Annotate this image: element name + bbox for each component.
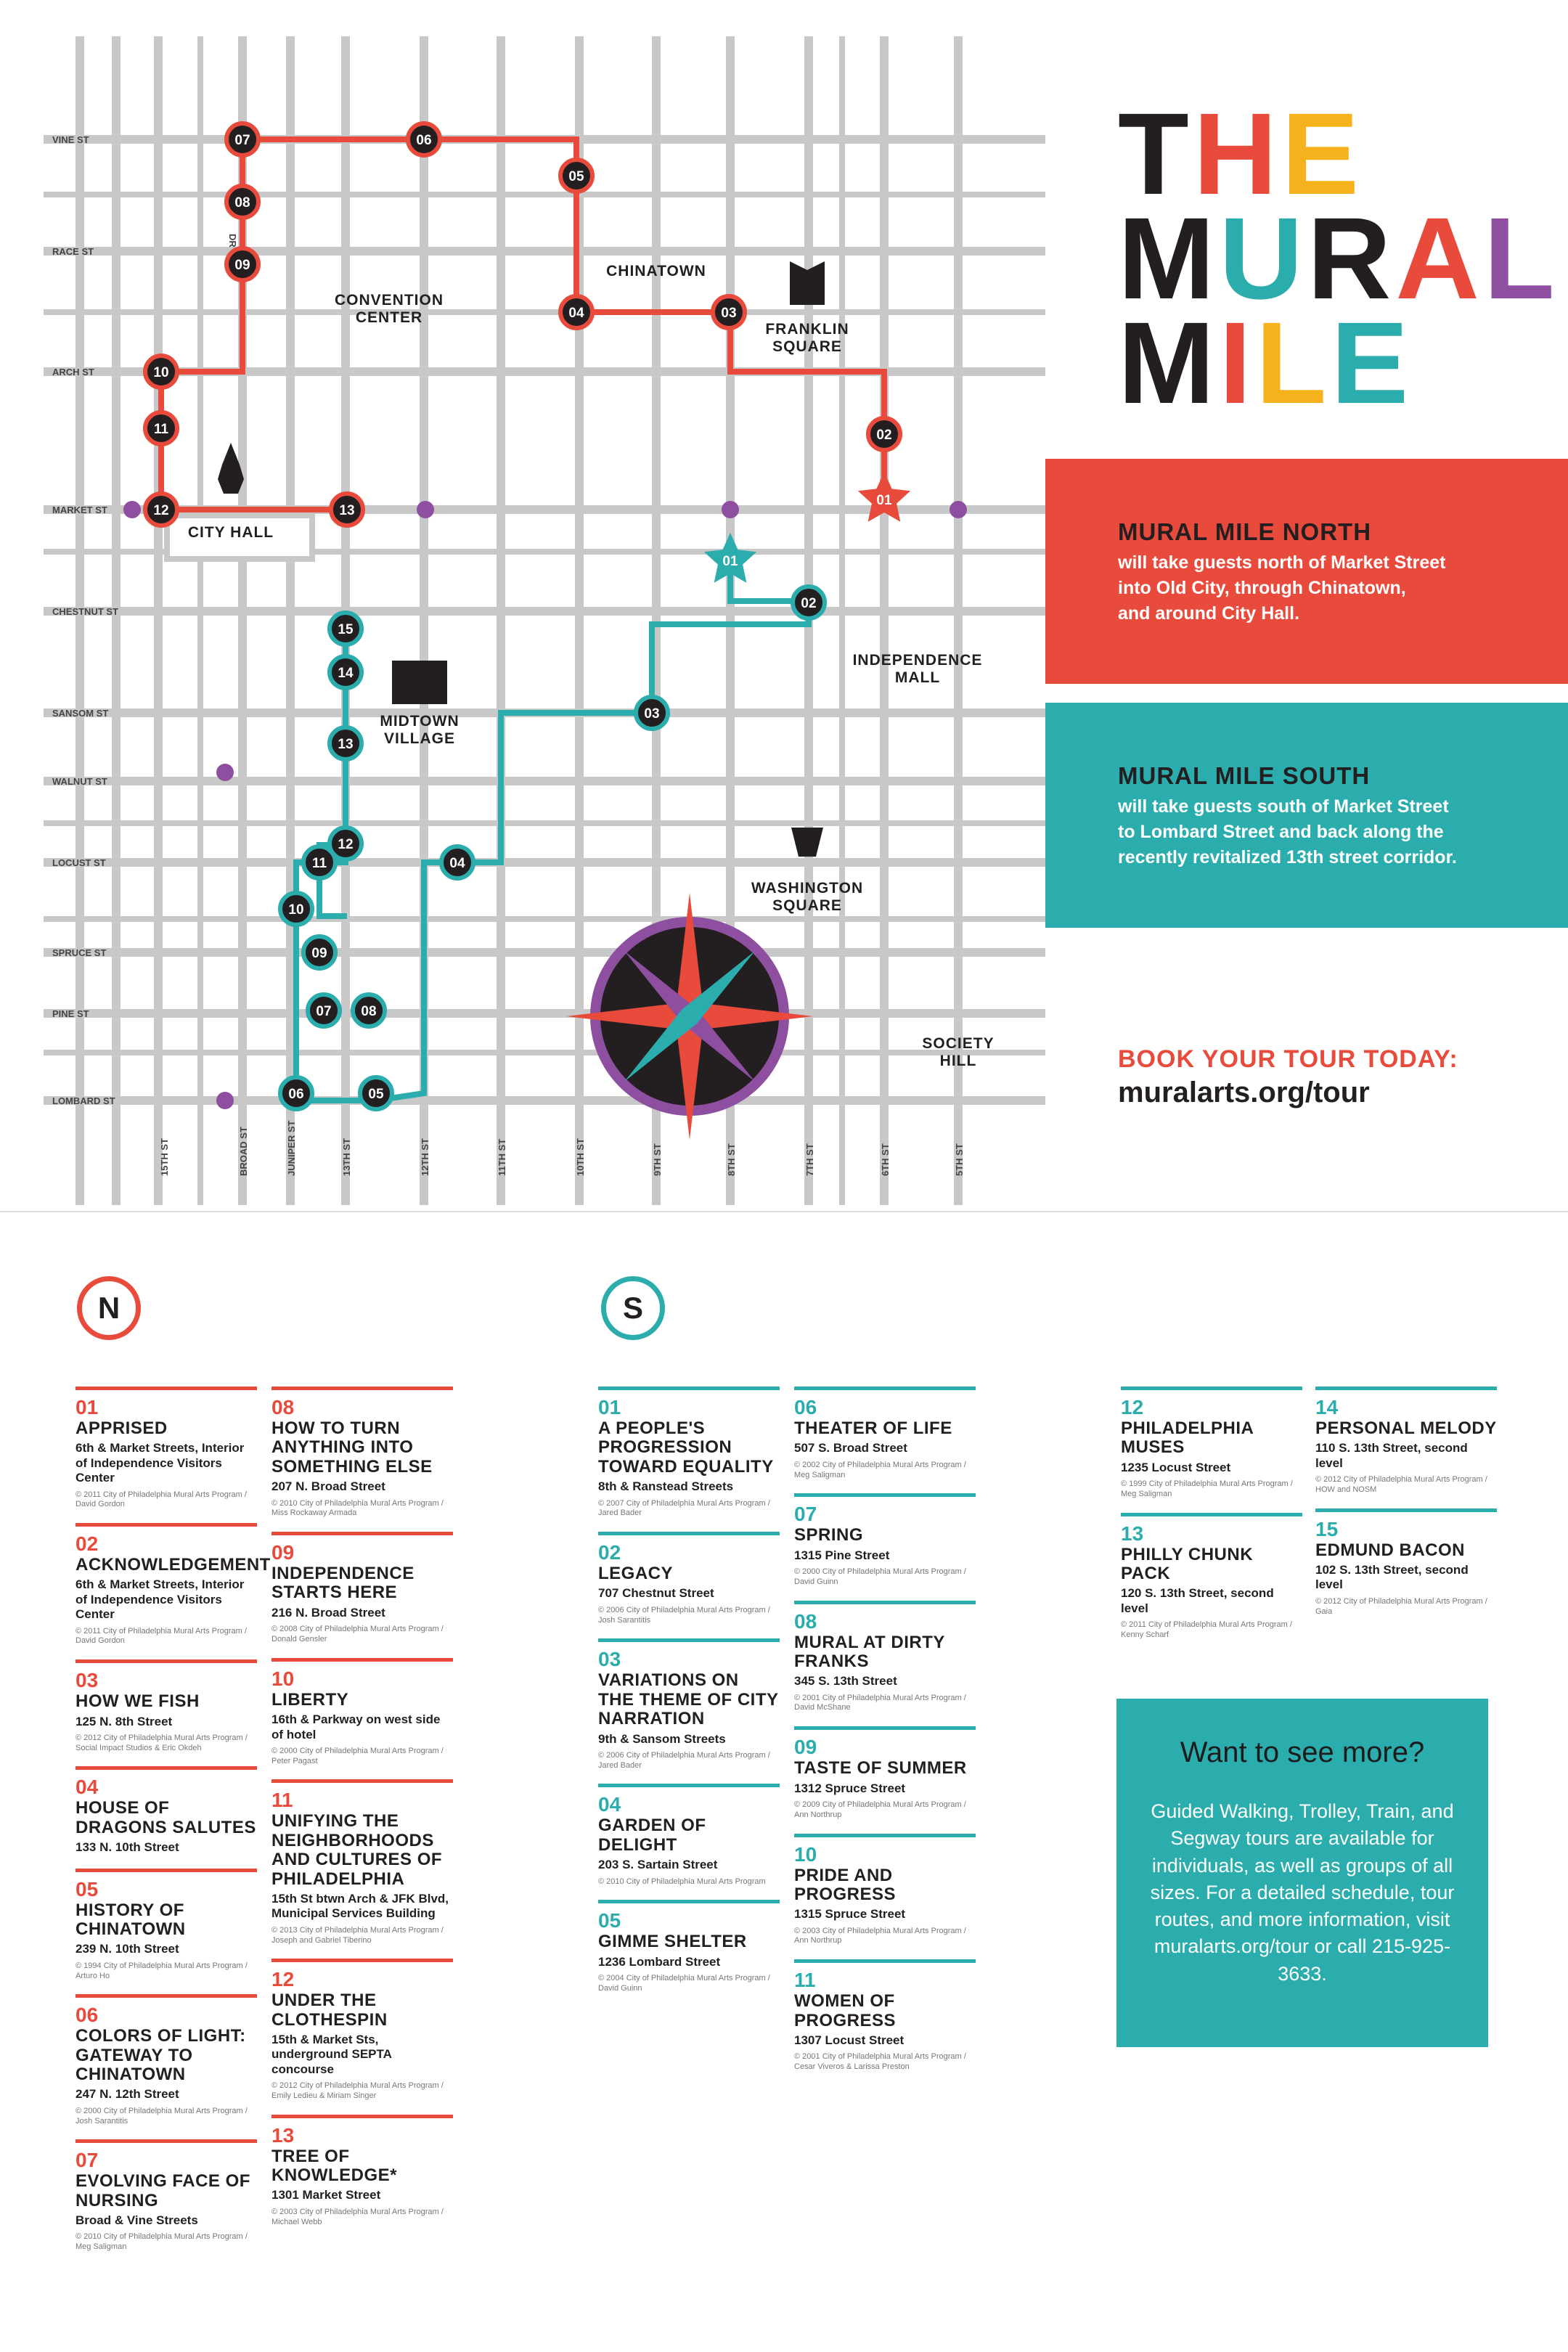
area-washington-square: SQUARE <box>772 897 842 914</box>
street-label-v: BROAD ST <box>238 1127 249 1176</box>
street-label-h: LOMBARD ST <box>52 1095 115 1106</box>
mural-credit: © 2010 City of Philadelphia Mural Arts Program / Miss Rockaway Armada <box>271 1498 444 1518</box>
north-stop-06 <box>408 123 440 155</box>
mural-addr: 1235 Locust Street <box>1121 1460 1231 1474</box>
mural-list-item <box>598 1532 780 1625</box>
see-more-text: Guided Walking, Trolley, Train, and Segway tours are available for individuals, as well as groups of all sizes. For a detailed schedule, tour routes, and more information, visit muralarts.org/tour or call 215-925-3633. <box>1150 1800 1455 1985</box>
mural-list-item <box>75 1869 257 1982</box>
mural-list-item <box>75 1387 257 1510</box>
mural-credit: © 2011 City of Philadelphia Mural Arts Program / David Gordon <box>75 1626 247 1646</box>
mural-addr: 216 N. Broad Street <box>271 1605 385 1620</box>
mural-addr: 6th & Market Streets, Interior of Independence Visitors Center <box>75 1441 245 1485</box>
south-stop-13-label: 13 <box>338 737 354 752</box>
mural-credit: © 2004 City of Philadelphia Mural Arts Program / David Guinn <box>598 1974 770 1993</box>
mural-num: 01 <box>75 1396 99 1418</box>
south-stop-09-label: 09 <box>311 946 327 961</box>
septa-icon <box>216 1092 234 1109</box>
south-stop-15 <box>330 613 362 645</box>
south-stop-07 <box>308 995 340 1026</box>
north-stop-05-label: 05 <box>568 169 584 184</box>
mural-credit: © 2011 City of Philadelphia Mural Arts Program / Kenny Scharf <box>1121 1620 1292 1639</box>
mural-name: SPRING <box>794 1525 864 1545</box>
mural-num: 13 <box>1121 1522 1144 1545</box>
book-tour-link[interactable]: muralarts.org/tour <box>1118 1077 1370 1108</box>
mural-list-item <box>794 1601 976 1714</box>
area-washington-square: WASHINGTON <box>751 880 864 897</box>
south-stop-05-label: 05 <box>368 1087 384 1102</box>
mural-credit: © 2001 City of Philadelphia Mural Arts Program / Cesar Viveros & Larissa Preston <box>794 2052 966 2072</box>
mural-num: 11 <box>794 1969 816 1992</box>
mural-name: LIBERTY <box>271 1689 349 1710</box>
mural-addr: 207 N. Broad Street <box>271 1479 385 1494</box>
mural-name: TREE OF KNOWLEDGE* <box>271 2146 397 2186</box>
mural-num: 12 <box>1121 1396 1144 1418</box>
north-stop-04 <box>560 296 592 328</box>
mural-addr: 120 S. 13th Street, second level <box>1121 1586 1274 1615</box>
mural-addr: 1301 Market Street <box>271 2188 381 2202</box>
mural-name: GIMME SHELTER <box>598 1932 747 1952</box>
street-label-v: JUNIPER ST <box>286 1120 297 1176</box>
area-society-hill: SOCIETY <box>922 1035 995 1052</box>
mural-credit: © 1994 City of Philadelphia Mural Arts Program / Arturo Ho <box>75 1961 248 1980</box>
mural-list-item <box>271 1387 453 1519</box>
street-label-h: SPRUCE ST <box>52 947 107 958</box>
mural-list-item <box>271 1959 453 2101</box>
street-label-h: LOCUST ST <box>52 857 106 868</box>
north-stop-08-label: 08 <box>234 195 250 211</box>
fountain-icon <box>791 828 823 857</box>
north-stop-10 <box>145 356 177 388</box>
street-label-v: 6TH ST <box>880 1143 891 1176</box>
mural-list-item <box>794 1834 976 1947</box>
south-stop-12 <box>330 828 362 859</box>
street-label-v: 15TH ST <box>159 1138 170 1176</box>
mural-credit: © 2012 City of Philadelphia Mural Arts Program / Emily Ledieu & Miriam Singer <box>271 2081 444 2100</box>
street-grid <box>44 36 1045 1205</box>
street-labels <box>52 134 965 1176</box>
south-stop-01-label: 01 <box>722 554 738 569</box>
mural-num: 12 <box>271 1968 295 1991</box>
south-stop-14 <box>330 656 362 688</box>
street-label-h: SANSOM ST <box>52 708 109 719</box>
mural-num: 06 <box>75 2004 99 2027</box>
mural-addr: 239 N. 10th Street <box>75 1942 179 1956</box>
mural-list-item <box>75 1766 257 1855</box>
mural-name: UNIFYING THE NEIGHBORHOODS AND CULTURES OF PHILADELPHIA <box>271 1811 443 1889</box>
street-label-v: 10TH ST <box>575 1138 586 1176</box>
area-city-hall: CITY HALL <box>187 524 274 541</box>
north-stop-07-label: 07 <box>234 133 250 148</box>
mural-addr: 110 S. 13th Street, second level <box>1315 1441 1468 1470</box>
south-stop-13 <box>330 727 362 759</box>
south-stop-03 <box>636 697 668 729</box>
mural-credit: © 2012 City of Philadelphia Mural Arts Program / HOW and NOSM <box>1315 1475 1487 1494</box>
north-stop-01-label: 01 <box>876 493 892 508</box>
mural-credit: © 2011 City of Philadelphia Mural Arts Program / David Gordon <box>75 1490 247 1509</box>
mural-credit: © 2006 City of Philadelphia Mural Arts Program / Jared Bader <box>598 1750 770 1770</box>
north-stop-13-label: 13 <box>339 503 355 518</box>
mural-list-item <box>794 1493 976 1587</box>
mural-name: INDEPENDENCE STARTS HERE <box>271 1564 415 1603</box>
mural-addr: 345 S. 13th Street <box>794 1674 897 1689</box>
septa-icon <box>123 501 141 518</box>
south-stop-04-label: 04 <box>449 856 465 871</box>
mural-name: HISTORY OF CHINATOWN <box>75 1900 186 1939</box>
book-tour <box>1118 1045 1458 1109</box>
mural-list-item <box>75 1659 257 1753</box>
mural-name: PHILLY CHUNK PACK <box>1121 1544 1254 1584</box>
mural-num: 03 <box>75 1669 99 1692</box>
mural-name: ACKNOWLEDGEMENT <box>75 1555 271 1575</box>
mural-num: 08 <box>794 1609 817 1633</box>
mural-addr: 707 Chestnut Street <box>598 1586 714 1601</box>
mural-credit: © 2003 City of Philadelphia Mural Arts Program / Michael Webb <box>271 2207 444 2226</box>
mural-list-item <box>794 1387 976 1480</box>
mural-list-item <box>1315 1508 1497 1617</box>
mural-num: 10 <box>794 1842 817 1866</box>
north-stop-11 <box>145 412 177 444</box>
mural-name: HOW TO TURN ANYTHING INTO SOMETHING ELSE <box>271 1418 433 1477</box>
mural-name: TASTE OF SUMMER <box>794 1758 967 1779</box>
mural-addr: 133 N. 10th Street <box>75 1840 179 1855</box>
south-stop-14-label: 14 <box>338 666 354 681</box>
south-stop-05 <box>360 1077 392 1109</box>
mural-credit: © 2009 City of Philadelphia Mural Arts Program / Ann Northrup <box>794 1800 966 1819</box>
north-stop-05 <box>560 160 592 192</box>
mural-list-item <box>75 1994 257 2126</box>
area-independence-mall: INDEPENDENCE <box>852 652 983 669</box>
north-stop-09-label: 09 <box>234 258 250 273</box>
mural-credit: © 2006 City of Philadelphia Mural Arts Program / Josh Sarantitis <box>598 1605 770 1625</box>
street-label-h: RACE ST <box>52 246 94 257</box>
north-stop-07 <box>226 123 258 155</box>
mural-list-item <box>794 1959 976 2073</box>
mural-addr: 1307 Locust Street <box>794 2033 905 2047</box>
area-franklin-square: SQUARE <box>772 338 842 355</box>
mural-num: 04 <box>75 1776 99 1799</box>
south-list-col-1 <box>598 1387 780 2007</box>
south-stop-12-label: 12 <box>338 837 354 852</box>
mural-num: 09 <box>271 1541 295 1564</box>
north-badge: N <box>77 1276 141 1340</box>
mural-name: VARIATIONS ON THE THEME OF CITY NARRATION <box>598 1670 779 1729</box>
mural-addr: 16th & Parkway on west side of hotel <box>271 1712 441 1741</box>
mural-credit: © 2000 City of Philadelphia Mural Arts Program / David Guinn <box>794 1567 966 1586</box>
mural-name: WOMEN OF PROGRESS <box>794 1991 897 2030</box>
mural-num: 03 <box>598 1648 621 1671</box>
mural-name: MURAL AT DIRTY FRANKS <box>794 1632 945 1671</box>
south-panel-text: will take guests south of Market Street to Lombard Street and back along the recently revitalized 13th street corridor. <box>1118 796 1457 867</box>
mural-num: 15 <box>1315 1517 1339 1540</box>
north-stop-08 <box>226 186 258 218</box>
septa-icon <box>722 501 739 518</box>
street-label-v: 13TH ST <box>341 1138 352 1176</box>
south-stop-10-label: 10 <box>288 902 304 918</box>
mural-addr: 102 S. 13th Street, second level <box>1315 1563 1469 1592</box>
mural-addr: 247 N. 12th Street <box>75 2087 179 2102</box>
mural-credit: © 2001 City of Philadelphia Mural Arts Program / David McShane <box>794 1693 966 1712</box>
street-label-v: 8TH ST <box>726 1143 737 1176</box>
mural-credit: © 2013 City of Philadelphia Mural Arts Program / Joseph and Gabriel Tiberino <box>271 1925 444 1945</box>
south-badge: S <box>601 1276 665 1340</box>
street-label-v: 7TH ST <box>804 1143 815 1176</box>
mural-name: HOW WE FISH <box>75 1691 200 1712</box>
north-stop-02-label: 02 <box>876 428 892 443</box>
south-stop-06-label: 06 <box>288 1087 304 1102</box>
mural-list-item <box>1121 1513 1302 1641</box>
south-stop-11-label: 11 <box>311 856 327 871</box>
mural-name: THEATER OF LIFE <box>794 1418 952 1438</box>
mural-credit: © 1999 City of Philadelphia Mural Arts Program / Meg Saligman <box>1121 1479 1293 1498</box>
area-convention-center: CENTER <box>355 309 423 326</box>
mural-num: 14 <box>1315 1396 1339 1418</box>
street-label-v: 5TH ST <box>954 1143 965 1176</box>
mural-list-item <box>1121 1387 1302 1500</box>
north-stop-12 <box>145 494 177 526</box>
street-label-v: 12TH ST <box>420 1138 430 1176</box>
mural-addr: Broad & Vine Streets <box>75 2213 198 2228</box>
mural-credit: © 2007 City of Philadelphia Mural Arts Program / Jared Bader <box>598 1498 770 1518</box>
north-stop-10-label: 10 <box>153 365 169 380</box>
street-label-h: CHESTNUT ST <box>52 606 118 617</box>
mural-list-item <box>794 1726 976 1820</box>
mural-num: 05 <box>75 1877 99 1900</box>
north-stop-11-label: 11 <box>153 422 169 437</box>
north-panel-text: will take guests north of Market Street into Old City, through Chinatown, and around City Hall. <box>1118 552 1446 624</box>
mural-addr: 125 N. 8th Street <box>75 1714 173 1728</box>
mural-list-item <box>598 1387 780 1519</box>
mural-num: 02 <box>75 1532 99 1556</box>
mural-addr: 1312 Spruce Street <box>794 1781 906 1795</box>
south-stop-02-label: 02 <box>801 596 817 611</box>
see-more-box <box>1116 1699 1488 2047</box>
street-label-h: MARKET ST <box>52 505 107 515</box>
mural-num: 05 <box>598 1909 621 1932</box>
mural-num: 11 <box>271 1789 293 1812</box>
mural-name: UNDER THE CLOTHESPIN <box>271 1990 388 2030</box>
north-panel-heading: MURAL MILE NORTH <box>1118 518 1372 545</box>
mural-addr: 1236 Lombard Street <box>598 1954 721 1969</box>
south-panel <box>1045 703 1568 928</box>
page-title <box>1118 89 1559 428</box>
mural-addr: 6th & Market Streets, Interior of Independence Visitors Center <box>75 1577 245 1622</box>
see-more-heading: Want to see more? <box>1180 1736 1425 1768</box>
north-stop-13 <box>331 494 363 526</box>
area-midtown-village: VILLAGE <box>383 730 456 747</box>
north-stop-03-label: 03 <box>721 306 737 321</box>
mural-num: 07 <box>75 2149 99 2172</box>
title-line-3: MILE <box>1118 298 1413 428</box>
area-chinatown: CHINATOWN <box>606 263 706 279</box>
mural-name: EVOLVING FACE OF NURSING <box>75 2171 250 2210</box>
street-label-h: PINE ST <box>52 1008 89 1019</box>
south-list-col-4 <box>1315 1387 1497 1630</box>
divider <box>0 1211 1568 1212</box>
south-stop-02 <box>793 587 825 618</box>
mural-addr: 203 S. Sartain Street <box>598 1858 718 1872</box>
south-stop-04 <box>441 846 473 878</box>
area-independence-mall: MALL <box>894 669 941 686</box>
mural-num: 09 <box>794 1736 817 1759</box>
south-stop-06 <box>280 1077 312 1109</box>
mural-addr: 9th & Sansom Streets <box>598 1731 726 1746</box>
mural-num: 02 <box>598 1541 621 1564</box>
north-list-col-1 <box>75 1387 271 2266</box>
north-stop-02 <box>868 418 900 450</box>
south-stop-07-label: 07 <box>316 1004 332 1019</box>
mural-list-item <box>598 1638 780 1771</box>
mural-num: 04 <box>598 1793 621 1816</box>
mural-credit: © 2002 City of Philadelphia Mural Arts Program / Meg Saligman <box>794 1460 966 1479</box>
mural-name: LEGACY <box>598 1564 674 1584</box>
south-list-col-3 <box>1121 1387 1302 1654</box>
south-panel-heading: MURAL MILE SOUTH <box>1118 762 1371 789</box>
street-label-dr: DR <box>227 234 238 248</box>
mural-list-item <box>271 2115 453 2228</box>
septa-icon <box>950 501 967 518</box>
north-stop-09 <box>226 248 258 280</box>
mural-credit: © 2003 City of Philadelphia Mural Arts Program / Ann Northrup <box>794 1926 966 1945</box>
area-convention-center: CONVENTION <box>334 292 444 309</box>
mural-list-item <box>271 1658 453 1767</box>
south-stop-10 <box>280 893 312 925</box>
mural-list-item <box>271 1532 453 1645</box>
mural-credit: © 2010 City of Philadelphia Mural Arts Program / Meg Saligman <box>75 2232 248 2252</box>
south-list-col-2 <box>794 1387 976 2086</box>
area-society-hill: HILL <box>939 1053 977 1069</box>
mural-credit: © 2000 City of Philadelphia Mural Arts Program / Peter Pagast <box>271 1746 444 1765</box>
mural-num: 06 <box>794 1396 817 1418</box>
mural-credit: © 2012 City of Philadelphia Mural Arts Program / Social Impact Studios & Eric Okdeh <box>75 1733 248 1752</box>
mural-num: 07 <box>794 1503 817 1526</box>
street-label-h: ARCH ST <box>52 367 94 377</box>
mural-addr: 507 S. Broad Street <box>794 1441 907 1455</box>
mural-addr: 15th St btwn Arch & JFK Blvd, Municipal Services Building <box>271 1891 449 1921</box>
book-tour-cta: BOOK YOUR TOUR TODAY: <box>1118 1045 1458 1073</box>
mural-num: 13 <box>271 2123 295 2147</box>
mural-credit: © 2012 City of Philadelphia Mural Arts Program / Gaia <box>1315 1596 1487 1616</box>
mural-addr: 15th & Market Sts, underground SEPTA concourse <box>271 2033 392 2076</box>
street-label-h: VINE ST <box>52 134 89 145</box>
mural-num: 01 <box>598 1396 621 1418</box>
mural-list-item <box>75 2139 257 2253</box>
mural-name: A PEOPLE'S PROGRESSION TOWARD EQUALITY <box>598 1418 774 1477</box>
street-label-h: WALNUT ST <box>52 776 107 787</box>
mural-name: HOUSE OF DRAGONS SALUTES <box>75 1798 256 1837</box>
north-panel <box>1045 459 1568 684</box>
mural-addr: 1315 Spruce Street <box>794 1907 906 1922</box>
mural-credit: © 2010 City of Philadelphia Mural Arts Program <box>598 1877 766 1886</box>
south-stop-08 <box>353 995 385 1026</box>
mural-list-item <box>598 1784 780 1887</box>
mural-list-item <box>1315 1387 1497 1495</box>
septa-icon <box>417 501 434 518</box>
mural-list-item <box>271 1779 453 1945</box>
north-stop-04-label: 04 <box>568 306 584 321</box>
mural-list-item <box>598 1900 780 1993</box>
septa-icon <box>216 764 234 781</box>
mural-name: PERSONAL MELODY <box>1315 1418 1497 1438</box>
mural-name: APPRISED <box>75 1418 168 1438</box>
north-stop-06-label: 06 <box>416 133 432 148</box>
north-stop-12-label: 12 <box>153 503 169 518</box>
south-stop-03-label: 03 <box>644 706 660 722</box>
street-label-v: 9TH ST <box>652 1143 663 1176</box>
south-stop-15-label: 15 <box>338 622 354 637</box>
north-list-col-2 <box>271 1387 453 2240</box>
title-line-1: THE <box>1118 89 1363 219</box>
mural-list-item <box>75 1523 271 1646</box>
mural-name: GARDEN OF DELIGHT <box>598 1816 706 1855</box>
south-stop-09 <box>303 936 335 968</box>
mural-credit: © 2008 City of Philadelphia Mural Arts Program / Donald Gensler <box>271 1625 444 1643</box>
mural-name: PHILADELPHIA MUSES <box>1121 1418 1254 1458</box>
area-midtown-village: MIDTOWN <box>380 713 460 730</box>
title-line-2: MURAL <box>1118 193 1559 323</box>
mural-num: 10 <box>271 1667 295 1690</box>
mural-credit: © 2000 City of Philadelphia Mural Arts Program / Josh Sarantitis <box>75 2106 248 2126</box>
south-stop-08-label: 08 <box>361 1004 377 1019</box>
area-franklin-square: FRANKLIN <box>765 321 849 338</box>
mural-name: PRIDE AND PROGRESS <box>794 1865 897 1904</box>
midtown-shop-icon <box>392 661 447 704</box>
mural-name: EDMUND BACON <box>1315 1540 1465 1560</box>
street-label-v: 11TH ST <box>497 1138 507 1176</box>
mural-name: COLORS OF LIGHT: GATEWAY TO CHINATOWN <box>75 2026 246 2085</box>
mural-addr: 8th & Ranstead Streets <box>598 1479 734 1494</box>
mural-num: 08 <box>271 1396 295 1418</box>
north-stop-03 <box>713 296 745 328</box>
mural-addr: 1315 Pine Street <box>794 1548 890 1562</box>
